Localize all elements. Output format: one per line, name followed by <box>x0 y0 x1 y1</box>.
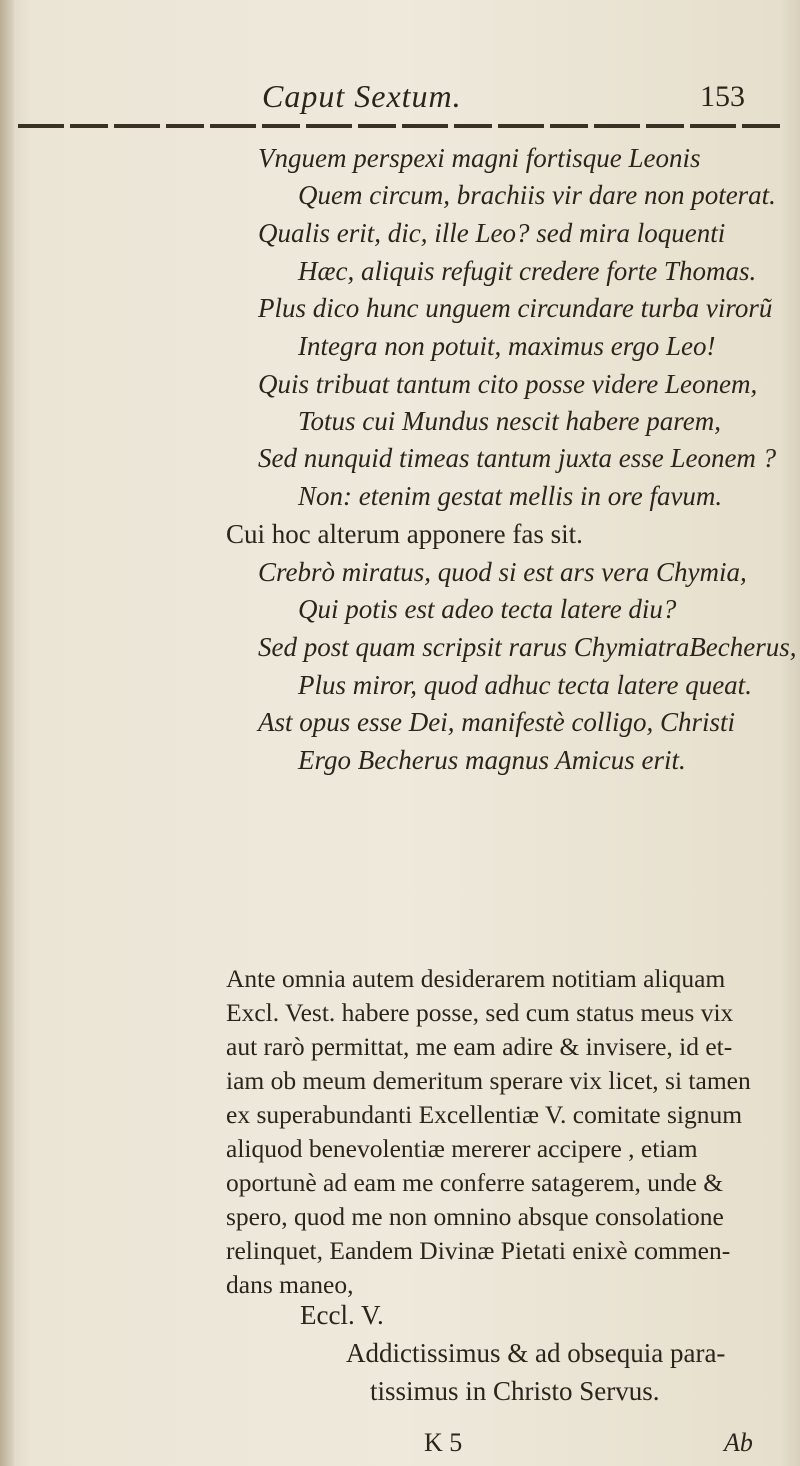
closing-address: Eccl. V. <box>300 1300 384 1330</box>
page-header <box>0 78 800 118</box>
page-number: 153 <box>700 80 745 113</box>
verse-line: Sed nunquid timeas tantum juxta esse Leonem ? <box>258 443 777 473</box>
prose-line: dans maneo, <box>226 1270 354 1299</box>
signature-mark: K 5 <box>424 1428 463 1457</box>
page-binding-edge <box>0 0 14 1466</box>
verse-line: Ergo Becherus magnus Amicus erit. <box>298 745 686 775</box>
prose-line: aliquod benevolentiæ mererer accipere , etiam <box>226 1134 698 1163</box>
prose-line: ex superabundanti Excellentiæ V. comitate signum <box>226 1100 743 1129</box>
prose-line: Ante omnia autem desiderarem notitiam aliquam <box>226 964 726 993</box>
verse-line: Sed post quam scripsit rarus ChymiatraBecherus, <box>258 632 797 662</box>
header-rule <box>18 124 786 128</box>
closing-line: Addictissimus & ad obsequia para- <box>346 1338 726 1368</box>
verse-line: Ast opus esse Dei, manifestè colligo, Christi <box>258 707 735 737</box>
prose-line: spero, quod me non omnino absque consolatione <box>226 1202 724 1231</box>
verse-line: Cui hoc alterum apponere fas sit. <box>226 519 583 549</box>
verse-line: Totus cui Mundus nescit habere parem, <box>298 406 721 436</box>
running-title: Caput Sextum. <box>262 78 462 114</box>
verse-line: Crebrò miratus, quod si est ars vera Chymia, <box>258 557 747 587</box>
verse-line: Vnguem perspexi magni fortisque Leonis <box>258 143 701 173</box>
prose-line: aut rarò permittat, me eam adire & invisere, id et- <box>226 1032 733 1061</box>
verse-line: Plus miror, quod adhuc tecta latere queat. <box>298 670 752 700</box>
verse-line: Integra non potuit, maximus ergo Leo! <box>298 331 716 361</box>
verse-line: Non: etenim gestat mellis in ore favum. <box>298 481 723 511</box>
catchword: Ab <box>724 1428 753 1457</box>
prose-line: oportunè ad eam me conferre satagerem, unde & <box>226 1168 724 1197</box>
verse-line: Qui potis est adeo tecta latere diu? <box>298 594 677 624</box>
verse-line: Hæc, aliquis refugit credere forte Thomas. <box>298 256 757 286</box>
prose-line: relinquet, Eandem Divinæ Pietati enixè commen- <box>226 1236 731 1265</box>
verse-line: Quis tribuat tantum cito posse videre Leonem, <box>258 369 758 399</box>
closing-line: tissimus in Christo Servus. <box>370 1376 660 1406</box>
verse-line: Quem circum, brachiis vir dare non poterat. <box>298 180 776 210</box>
prose-line: iam ob meum demeritum sperare vix licet, si tamen <box>226 1066 751 1095</box>
verse-line: Plus dico hunc unguem circundare turba virorũ <box>258 293 773 323</box>
verse-line: Qualis erit, dic, ille Leo? sed mira loquenti <box>258 218 726 248</box>
prose-line: Excl. Vest. habere posse, sed cum status meus vix <box>226 998 734 1027</box>
